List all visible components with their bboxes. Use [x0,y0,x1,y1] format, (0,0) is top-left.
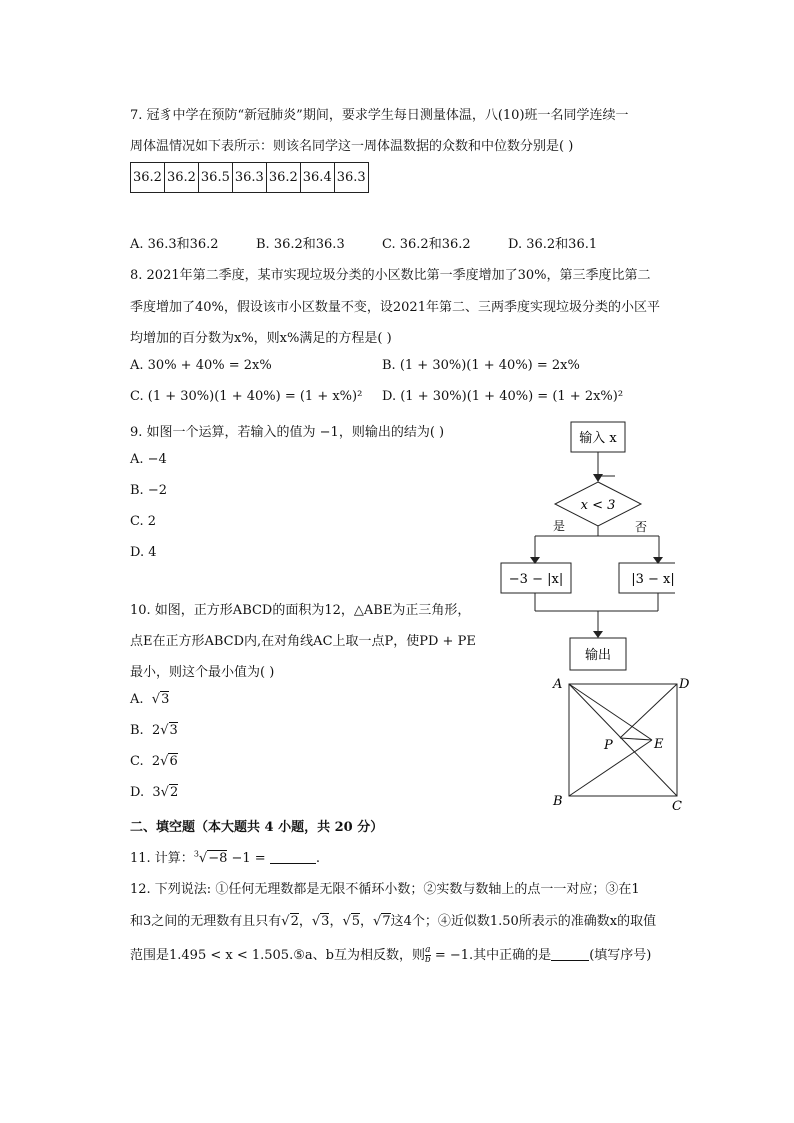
q10-option-c: C. 2√6 [130,754,178,769]
q8-option-c: C. (1 + 30%)(1 + 40%) = (1 + x%)² [130,389,363,404]
q12-answer-blank[interactable] [551,948,589,961]
flow-right-text: |3 − x| [631,572,675,587]
q10-stem-line2: 点E在正方形ABCD内,在对角线AC上取一点P，使PD + PE [130,634,476,649]
q7-option-b: B. 36.2和36.3 [256,237,345,252]
square-figure [548,674,698,814]
q7-stem-line2: 周体温情况如下表所示：则该名同学这一周体温数据的众数和中位数分别是( ) [130,139,574,154]
q7-option-d: D. 36.2和36.1 [508,237,598,252]
label-b: B [553,794,563,809]
q8-stem-line2: 季度增加了40%，假设该市小区数量不变，设2021年第二、三两季度实现垃圾分类的小区平 [130,300,660,315]
label-p: P [604,738,613,753]
temp-cell: 36.2 [266,163,300,193]
q9-option-c: C. 2 [130,514,157,529]
segment-ae [569,684,652,740]
q12-line2: 和3之间的无理数有且只有√2，√3，√5，√7这4个；④近似数1.50所表示的准确数x的取值 [130,914,657,929]
temp-cell: 36.5 [198,163,232,193]
q11: 11. 计算：$^3$√−8 −1 = . [130,849,320,866]
label-a: A [553,677,563,692]
q11-answer-blank[interactable] [270,851,316,864]
q10-stem-line3: 最小，则这个最小值为( ) [130,665,275,680]
q10-stem-line1: 10. 如图，正方形ABCD的面积为12，△ABE为正三角形， [130,603,471,618]
temp-cell: 36.2 [131,163,165,193]
label-d: D [679,677,690,692]
q9-option-b: B. −2 [130,483,167,498]
q9-option-a: A. −4 [130,452,167,467]
q10-option-d: D. 3√2 [130,785,179,800]
fraction-a-over-b: $\frac{a}{b}$ [424,945,431,965]
q9-option-d: D. 4 [130,545,157,560]
q12-line3: 范围是1.495 < x < 1.505.⑤a、b互为相反数，则 $\frac{a}{b}$ = −1.其中正确的是 (填写序号) [130,945,652,965]
label-c: C [672,799,682,814]
q7-stem-line1: 7. 冠豸中学在预防“新冠肺炎”期间，要求学生每日测量体温，八(10)班一名同学连续一 [130,108,629,123]
q7-option-a: A. 36.3和36.2 [130,237,219,252]
segment-dp [620,684,677,738]
q8-option-a: A. 30% + 40% = 2x% [130,358,272,373]
flow-yes-label: 是 [552,519,566,533]
q8-stem-line3: 均增加的百分数为x%，则x%满足的方程是( ) [130,331,392,346]
flow-condition-text: x < 3 [580,498,616,513]
q12-line1: 12. 下列说法: ①任何无理数都是无限不循环小数；②实数与数轴上的点一一对应；③在1 [130,882,640,897]
flow-no-label: 否 [634,520,648,534]
q10-option-a: A. √3 [130,692,170,707]
flow-input-text: 输入 x [579,431,617,446]
flow-output-text: 输出 [584,648,612,663]
temp-cell: 36.2 [164,163,198,193]
q9-stem: 9. 如图一个运算，若输入的值为 −1，则输出的结为( ) [130,425,445,440]
q8-option-d: D. (1 + 30%)(1 + 40%) = (1 + 2x%)² [382,389,624,404]
flowchart [495,418,675,673]
segment-pe [620,738,652,740]
q8-option-b: B. (1 + 30%)(1 + 40%) = 2x% [382,358,580,373]
q10-option-b: B. 2√3 [130,723,178,738]
section-heading: 二、填空题（本大题共 4 小题，共 20 分） [130,820,384,835]
q7-option-c: C. 36.2和36.2 [382,237,471,252]
temperature-table [130,162,369,193]
q8-stem-line1: 8. 2021年第二季度，某市实现垃圾分类的小区数比第一季度增加了30%，第三季度比第二 [130,268,651,283]
temp-cell: 36.4 [300,163,334,193]
flow-left-text: −3 − |x| [508,572,564,587]
label-e: E [654,737,664,752]
temp-cell: 36.3 [334,163,368,193]
temp-cell: 36.3 [232,163,266,193]
